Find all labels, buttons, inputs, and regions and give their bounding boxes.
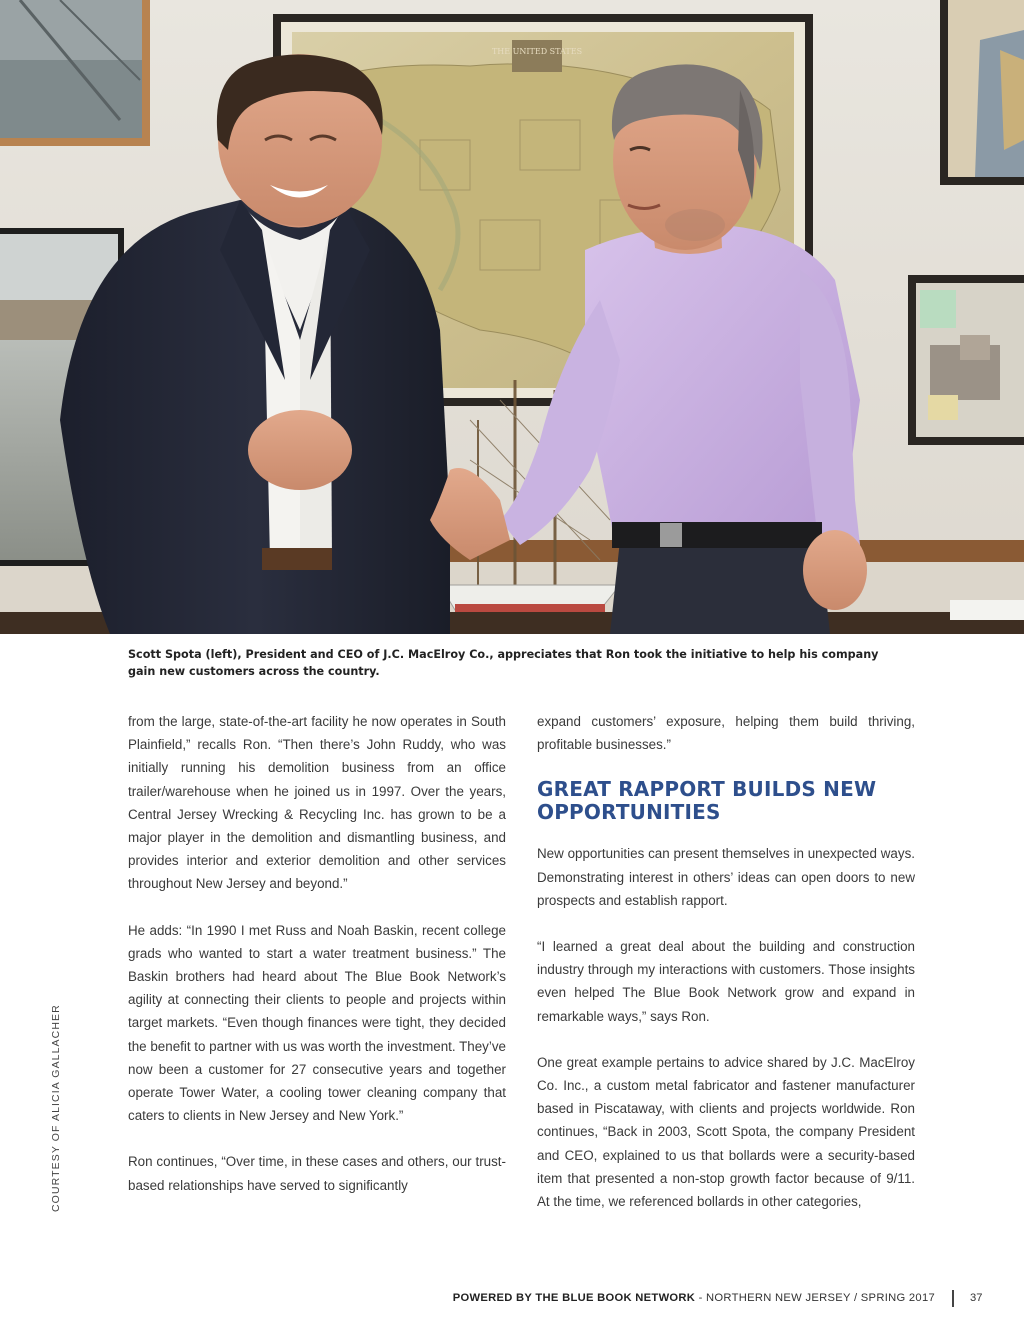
article-column-right — [537, 710, 915, 1213]
article-column-left — [128, 710, 506, 1197]
body-paragraph: expand customers’ exposure, helping them build thriving, profitable businesses.” — [537, 714, 915, 753]
footer-divider — [952, 1290, 954, 1307]
body-paragraph: He adds: “In 1990 I met Russ and Noah Baskin, recent college grads who wanted to start a water treatment business.” The Baskin brothers had heard about The Blue Book Network’s agility at connecting their clients to people and projects within target markets. “Even though finances were tight, they decided the benefit to partner with us was worth the investment. They’ve now been a customer for 27 consecutive years and together operate Tower Water, a cooling tower cleaning company that caters to clients in New Jersey and New York.” — [128, 922, 506, 1124]
photo-credit: COURTESY OF ALICIA GALLACHER — [50, 1004, 62, 1212]
body-paragraph: New opportunities can present themselves in unexpected ways. Demonstrating interest in others’ ideas can open doors to new prospects and establish rapport. — [537, 846, 915, 908]
map-title: THE UNITED STATES — [491, 47, 583, 56]
page-footer — [453, 1292, 935, 1304]
body-paragraph: “I learned a great deal about the building and construction industry through my interactions with customers. Those insights even helped The Blue Book Network grow and expand in remarkable ways,” says Ron. — [537, 939, 915, 1024]
section-heading: GREAT RAPPORT BUILDS NEW OPPORTUNITIES — [537, 777, 877, 825]
body-paragraph: from the large, state-of-the-art facility he now operates in South Plainfield,” recalls Ron. “Then there’s John Ruddy, who was initially running his demolition business from an office trailer/warehouse when he joined us in 1997. Over the years, Central Jersey Wrecking & Recycling Inc. has grown to be a major player in the demolition and dismantling business, and provides interior and exterior demolition and other services throughout New Jersey and beyond.” — [128, 714, 506, 892]
page-number: 37 — [970, 1292, 983, 1304]
body-paragraph: Ron continues, “Over time, in these cases and others, our trust-based relationships have served to significantly — [128, 1154, 506, 1193]
body-paragraph: One great example pertains to advice shared by J.C. MacElroy Co. Inc., a custom metal fabricator and fastener manufacturer based in Piscataway, with clients and projects worldwide. Ron continues, “Back in 2003, Scott Spota, the company President and CEO, explained to us that bollards were a security-based item that presented a non-stop growth factor because of 9/11. At the time, we referenced bollards in other categories, — [537, 1054, 915, 1210]
footer-edition: - NORTHERN NEW JERSEY / SPRING 2017 — [695, 1292, 935, 1304]
article-photo — [0, 0, 1024, 634]
footer-brand: POWERED BY THE BLUE BOOK NETWORK — [452, 1292, 696, 1304]
photo-caption: Scott Spota (left), President and CEO of J.C. MacElroy Co., appreciates that Ron took the initiative to help his company gain new customers across the country. — [128, 648, 879, 678]
